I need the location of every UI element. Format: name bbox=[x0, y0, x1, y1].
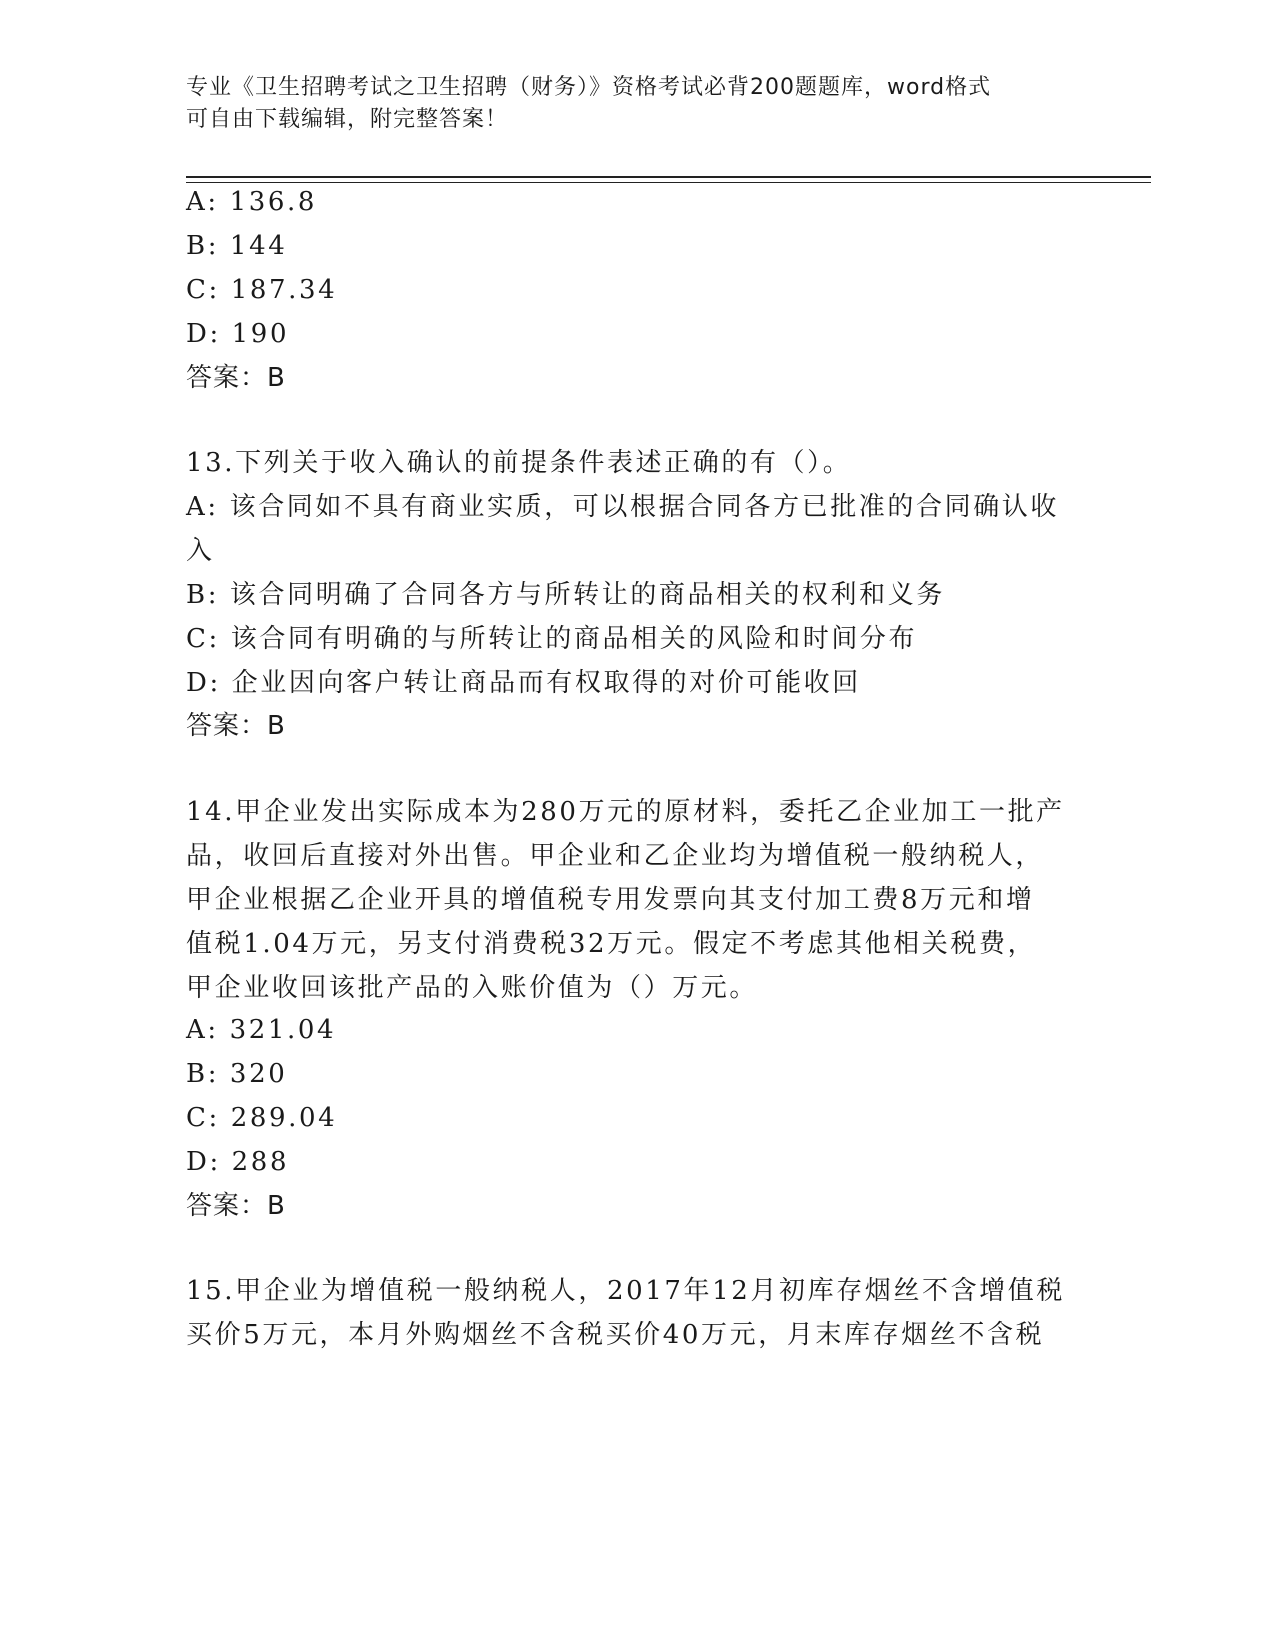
document-header bbox=[186, 72, 1066, 136]
q13-option-a: A: 该合同如不具有商业实质，可以根据合同各方已批准的合同确认收 bbox=[186, 492, 1060, 522]
q12-option-d: D: 190 bbox=[186, 319, 290, 349]
q14-option-c: C: 289.04 bbox=[186, 1103, 338, 1133]
q13-question: 13.下列关于收入确认的前提条件表述正确的有（）。 bbox=[186, 448, 852, 478]
q14-option-a: A: 321.04 bbox=[186, 1015, 337, 1045]
q12-option-c: C: 187.34 bbox=[186, 275, 338, 305]
q13-option-a-continued: 入 bbox=[186, 536, 215, 566]
q15-question-line-2: 买价5万元，本月外购烟丝不含税买价40万元，月末库存烟丝不含税 bbox=[186, 1320, 1045, 1350]
q14-question-line-1: 14.甲企业发出实际成本为280万元的原材料，委托乙企业加工一批产 bbox=[186, 797, 1065, 827]
q14-question-line-3: 甲企业根据乙企业开具的增值税专用发票向其支付加工费8万元和增 bbox=[186, 885, 1035, 915]
q12-answer: 答案：B bbox=[186, 363, 286, 393]
q15-question-line-1: 15.甲企业为增值税一般纳税人，2017年12月初库存烟丝不含增值税 bbox=[186, 1276, 1066, 1306]
q14-question-line-4: 值税1.04万元，另支付消费税32万元。假定不考虑其他相关税费， bbox=[186, 929, 1037, 959]
q14-option-d: D: 288 bbox=[186, 1147, 290, 1177]
q13-answer: 答案：B bbox=[186, 711, 286, 741]
q14-option-b: B: 320 bbox=[186, 1059, 288, 1089]
q13-option-c: C: 该合同有明确的与所转让的商品相关的风险和时间分布 bbox=[186, 624, 918, 654]
q14-question-line-5: 甲企业收回该批产品的入账价值为（）万元。 bbox=[186, 973, 759, 1003]
header-title-line-1: 专业《卫生招聘考试之卫生招聘（财务）》资格考试必背200题题库，word格式 bbox=[186, 75, 992, 100]
q12-option-a: A: 136.8 bbox=[186, 187, 318, 217]
header-divider-thick bbox=[186, 176, 1151, 178]
q13-option-b: B: 该合同明确了合同各方与所转让的商品相关的权利和义务 bbox=[186, 580, 945, 610]
q13-option-d: D: 企业因向客户转让商品而有权取得的对价可能收回 bbox=[186, 668, 861, 698]
q14-answer: 答案：B bbox=[186, 1191, 286, 1221]
q14-question-line-2: 品，收回后直接对外出售。甲企业和乙企业均为增值税一般纳税人， bbox=[186, 841, 1045, 871]
q12-option-b: B: 144 bbox=[186, 231, 288, 261]
header-title-line-2: 可自由下载编辑，附完整答案！ bbox=[186, 107, 509, 132]
